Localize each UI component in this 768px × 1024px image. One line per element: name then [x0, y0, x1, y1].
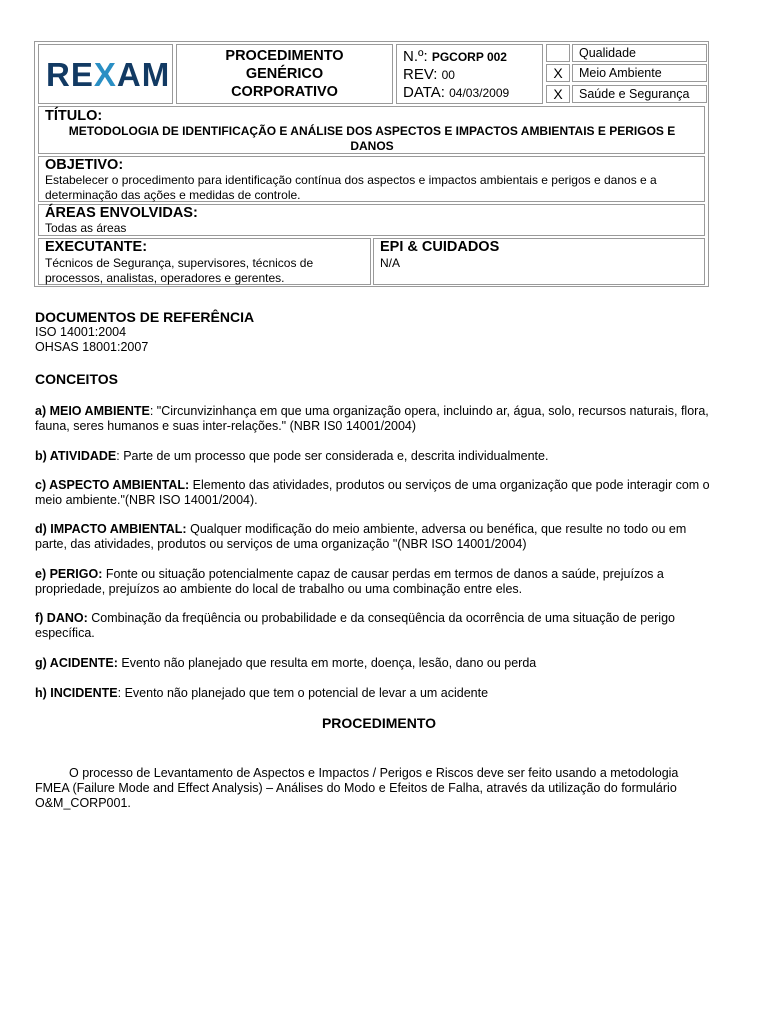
logo-cell — [38, 44, 173, 104]
concepts-heading: CONCEITOS — [35, 371, 118, 387]
environment-checkbox: X — [546, 64, 570, 82]
areas-label: ÁREAS ENVOLVIDAS: — [45, 205, 198, 221]
reference-item: ISO 14001:2004 — [35, 325, 127, 339]
document-title: METODOLOGIA DE IDENTIFICAÇÃO E ANÁLISE DOS ASPECTOS E IMPACTOS AMBIENTAIS E PERIGOS E DANOS — [68, 124, 676, 153]
document-ref-cell — [396, 44, 543, 104]
references-list — [35, 325, 715, 355]
references-heading: DOCUMENTOS DE REFERÊNCIA — [35, 309, 255, 325]
objective-text: Estabelecer o procedimento para identificação contínua dos aspectos e impactos ambientais e perigos e danos e a determinação das ações e medidas de controle. — [45, 173, 657, 202]
executante-section — [38, 238, 371, 285]
concept-item: d) IMPACTO AMBIENTAL: Qualquer modificação do meio ambiente, adversa ou benéfica, que resulte no todo ou em parte, das atividades, produtos ou serviços de uma organização "(NBR ISO 14001/2004) — [35, 522, 687, 551]
rexam-logo: REXAM — [46, 56, 171, 93]
quality-checkbox — [546, 44, 570, 62]
concept-item: c) ASPECTO AMBIENTAL: Elemento das atividades, produtos ou serviços de uma organização que pode interagir com o meio ambiente."(NBR ISO 14001/2004). — [35, 478, 710, 507]
revision-number: REV: 00 — [403, 66, 455, 83]
concept-item: g) ACIDENTE: Evento não planejado que resulta em morte, doença, lesão, dano ou perda — [35, 656, 537, 670]
procedure-type-cell — [176, 44, 393, 104]
concept-item: e) PERIGO: Fonte ou situação potencialmente capaz de causar perdas em termos de danos a saúde, prejuízos a propriedade, prejuízos ao ambiente do local de trabalho ou uma combinação entre eles. — [35, 567, 664, 596]
concept-item: f) DANO: Combinação da freqüência ou probabilidade e da conseqüência da ocorrência de uma situação de perigo específica. — [35, 611, 675, 640]
executante-text: Técnicos de Segurança, supervisores, técnicos de processos, analistas, operadores e gerentes. — [45, 256, 314, 285]
health-safety-checkbox: X — [546, 85, 570, 103]
procedure-text: O processo de Levantamento de Aspectos e Impactos / Perigos e Riscos deve ser feito usando a metodologia FMEA (Failure Mode and Effect Analysis) – Análises do Modo e Efeitos de Falha, através da utilização do formulário O&M_CORP001. — [35, 766, 679, 810]
header-table — [34, 41, 709, 287]
procedure-type-title: PROCEDIMENTO GENÉRICO CORPORATIVO — [225, 48, 344, 100]
objective-section — [38, 156, 705, 202]
procedure-heading: PROCEDIMENTO — [321, 715, 437, 731]
document-number: N.º: PGCORP 002 — [403, 48, 507, 65]
quality-label: Qualidade — [572, 44, 707, 62]
concept-item: a) MEIO AMBIENTE: "Circunvizinhança em que uma organização opera, incluindo ar, água, solo, recursos naturais, flora, fauna, seres humanos e suas inter-relações." (NBR IS0 14001/2004) — [35, 404, 709, 433]
areas-section — [38, 204, 705, 236]
title-label: TÍTULO: — [45, 108, 103, 124]
document-date: DATA: 04/03/2009 — [403, 84, 510, 101]
epi-label: EPI & CUIDADOS — [380, 239, 500, 255]
executante-label: EXECUTANTE: — [45, 239, 148, 255]
areas-text: Todas as áreas — [45, 221, 127, 235]
concept-item: b) ATIVIDADE: Parte de um processo que pode ser considerada e, descrita individualmente. — [35, 449, 549, 463]
reference-item: OHSAS 18001:2007 — [35, 340, 149, 354]
health-safety-label: Saúde e Segurança — [572, 85, 707, 103]
epi-section — [373, 238, 705, 285]
epi-text: N/A — [380, 256, 401, 270]
concept-item: h) INCIDENTE: Evento não planejado que tem o potencial de levar a um acidente — [35, 686, 489, 700]
environment-label: Meio Ambiente — [572, 64, 707, 82]
objective-label: OBJETIVO: — [45, 157, 124, 173]
title-section — [38, 106, 705, 154]
